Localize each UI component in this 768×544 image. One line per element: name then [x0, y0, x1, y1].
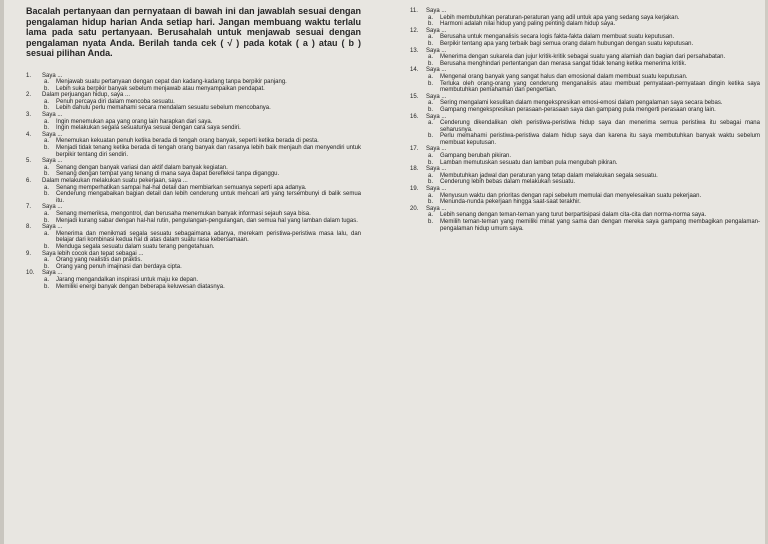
option-letter: a.: [44, 184, 50, 191]
question-stem: [410, 186, 760, 193]
option-text: Ingin menemukan apa yang orang lain harapkan dari saya.: [56, 118, 213, 125]
question-item: [26, 251, 361, 271]
option-letter: a.: [428, 192, 434, 199]
question-number: 18.: [410, 166, 419, 173]
question-number: 14.: [410, 67, 419, 74]
question-stem: [26, 158, 361, 165]
option-letter: b.: [428, 199, 434, 206]
question-text: Saya ...: [426, 205, 447, 212]
option-letter: a.: [44, 118, 50, 125]
option-text: Senang dengan banyak variasi dan aktif dalam banyak kegiatan.: [56, 164, 228, 171]
option-b: [26, 86, 361, 93]
option-text: Terluka oleh orang-orang yang cenderung menganalisis atau membuat pernyataan-pernyataan dingin ketika saya membutuhkan pemahaman dan pengertian.: [440, 80, 760, 94]
option-text: Menjadi tidak tenang ketika berada di tengah orang banyak dan rasanya lebih baik menjauh dan menyendiri untuk berpikir tentang diri sendiri.: [56, 145, 361, 158]
option-text: Senang memeriksa, mengontrol, dan berusaha menemukan banyak informasi sejauh saya bisa.: [56, 210, 311, 217]
option-b: [410, 179, 760, 186]
option-letter: b.: [44, 145, 50, 152]
option-b: [26, 191, 361, 204]
option-letter: b.: [428, 60, 434, 67]
option-letter: b.: [44, 217, 50, 224]
option-text: Cenderung dikendalikan oleh peristiwa-peristiwa hidup saya dan menerima semua peristiwa itu sebagai mana seharusnya.: [440, 120, 760, 133]
option-letter: b.: [428, 179, 434, 186]
option-letter: a.: [428, 34, 434, 41]
question-number: 13.: [410, 47, 419, 54]
question-item: [410, 146, 760, 166]
question-text: Saya ...: [42, 72, 63, 79]
question-stem: [26, 270, 361, 277]
option-letter: b.: [428, 106, 434, 113]
option-b: [26, 171, 361, 178]
question-number: 17.: [410, 146, 419, 153]
option-a: [26, 277, 361, 284]
option-text: Penuh percaya diri dalam mencoba sesuatu.: [56, 98, 175, 105]
question-text: Saya ...: [426, 186, 447, 193]
question-item: [26, 204, 361, 224]
option-a: [410, 34, 760, 41]
option-text: Menyusun waktu dan prioritas dengan rapi sebelum memulai dan menyelesaikan suatu pekerjaan.: [440, 192, 702, 199]
option-letter: b.: [428, 40, 434, 47]
option-letter: a.: [44, 164, 50, 171]
option-a: [26, 211, 361, 218]
option-text: Menemukan kekuatan penuh ketika berada di tengah orang banyak, seperti ketika berada di pesta.: [56, 138, 319, 145]
question-text: Saya ...: [42, 224, 63, 231]
option-text: Gampang berubah pikiran.: [440, 153, 512, 160]
option-text: Gampang mengekspresikan perasaan-perasaan saya dan gampang pula mengerti perasaan orang lain.: [440, 106, 716, 113]
option-text: Menjadi kurang sabar dengan hal-hal rutin, pengulangan-pengulangan, dan semua hal yang lamban dalam tugas.: [56, 217, 358, 224]
question-number: 8.: [26, 224, 32, 231]
question-text: Saya ...: [42, 112, 63, 119]
option-letter: b.: [44, 263, 50, 270]
option-b: [410, 81, 760, 94]
question-text: Saya ...: [42, 131, 63, 138]
option-a: [410, 54, 760, 61]
option-text: Cenderung mengabaikan bagian detail dan lebih cenderung untuk mencari arti yang tersembunyi di balik semua itu.: [56, 191, 361, 204]
question-item: [26, 92, 361, 112]
option-b: [410, 107, 760, 114]
question-number: 7.: [26, 204, 32, 211]
option-text: Memiliki energi banyak dengan beberapa keluwesan diatasnya.: [56, 283, 225, 290]
question-number: 6.: [26, 178, 32, 184]
question-item: [410, 166, 760, 186]
question-item: [410, 114, 760, 147]
option-letter: a.: [428, 212, 434, 219]
option-text: Cenderung lebih bebas dalam melakukan sesuatu.: [440, 179, 576, 186]
option-b: [26, 125, 361, 132]
option-a: [26, 165, 361, 172]
question-number: 1.: [26, 72, 32, 79]
question-list-left: [26, 73, 361, 291]
question-stem: [410, 67, 760, 74]
option-b: [26, 244, 361, 251]
question-text: Saya ...: [426, 27, 447, 34]
option-a: [26, 119, 361, 126]
question-text: Saya ...: [42, 270, 63, 277]
option-letter: a.: [428, 54, 434, 61]
question-number: 19.: [410, 186, 419, 193]
option-b: [410, 219, 760, 232]
option-letter: b.: [428, 80, 434, 87]
option-text: Menerima dan menikmati segala sesuatu sebagaimana adanya, merekam peristiwa-peristiwa masa lalu, dan belajar dari kombinasi kedua hal di atas dalam suatu rasa kebersamaan.: [56, 230, 361, 244]
option-text: Mengenal orang banyak yang sangat halus dan emosional dalam membuat suatu keputusan.: [440, 73, 688, 80]
option-letter: b.: [428, 21, 434, 28]
question-stem: [26, 251, 361, 258]
option-letter: b.: [44, 171, 50, 178]
option-text: Senang dengan tempat yang tenang di mana saya dapat berefleksi tanpa diganggu.: [56, 171, 280, 178]
question-item: [26, 132, 361, 158]
option-text: Ingin melakukan segala sesuatunya sesuai dengan cara saya sendiri.: [56, 125, 241, 132]
option-b: [26, 145, 361, 158]
question-stem: [410, 146, 760, 153]
question-item: [410, 48, 760, 68]
option-text: Lamban memutuskan sesuatu dan lamban pula mengubah pikiran.: [440, 159, 618, 166]
question-stem: [26, 204, 361, 211]
question-item: [26, 270, 361, 290]
question-number: 5.: [26, 158, 32, 165]
option-b: [410, 133, 760, 146]
option-text: Perlu memahami peristiwa-peristiwa dalam hidup saya dan karena itu saya membutuhkan banyak waktu sebelum membuat keputusan.: [440, 133, 760, 146]
option-text: Orang yang realistis dan praktis.: [56, 257, 143, 264]
page-edge-shadow: [0, 0, 4, 544]
option-b: [410, 160, 760, 167]
option-b: [26, 218, 361, 225]
option-text: Berusaha menghindari pertentangan dan merasa sangat tidak tenang ketika menerima kritik.: [440, 60, 687, 67]
option-b: [410, 21, 760, 28]
question-stem: [26, 92, 361, 99]
question-number: 15.: [410, 93, 419, 100]
question-list-right: [410, 8, 760, 232]
question-number: 3.: [26, 112, 32, 119]
option-text: Berusaha untuk menganalisis secara logis fakta-fakta dalam membuat suatu keputusan.: [440, 34, 675, 41]
question-item: [410, 206, 760, 232]
option-text: Menduga segala sesuatu dalam suatu terang pengetahuan.: [56, 243, 215, 250]
question-stem: [410, 94, 760, 101]
instruction-paragraph: Bacalah pertanyaan dan pernyataan di bawah ini dan jawablah sesuai dengan pengalaman hidup harian Anda setiap hari. Jangan membuang waktu terlalu lama pada satu pertanyaan. Berusahalah untuk menjawab sesuai dengan pengalaman nyata Anda. Berilah tanda cek ( √ ) pada kotak ( a ) atau ( b ) sesuai pilihan Anda.: [26, 6, 361, 58]
option-letter: a.: [428, 14, 434, 21]
option-a: [410, 173, 760, 180]
question-text: Saya ...: [426, 47, 447, 54]
question-stem: [26, 112, 361, 119]
question-text: Saya ...: [42, 204, 63, 211]
question-number: 12.: [410, 27, 419, 34]
option-text: Harmoni adalah nilai hidup yang paling penting dalam hidup saya.: [440, 21, 616, 28]
question-text: Saya ...: [426, 146, 447, 153]
option-letter: a.: [428, 100, 434, 107]
question-stem: [410, 114, 760, 121]
option-letter: b.: [428, 133, 434, 140]
option-a: [26, 138, 361, 145]
question-stem: [26, 73, 361, 80]
question-item: [410, 8, 760, 28]
option-letter: b.: [428, 219, 434, 225]
question-text: Saya ...: [426, 8, 447, 14]
question-stem: [410, 28, 760, 35]
option-text: Berpikir tentang apa yang terbaik bagi semua orang dalam hubungan dengan suatu keputusan.: [440, 40, 694, 47]
option-a: [26, 99, 361, 106]
question-stem: [410, 166, 760, 173]
question-stem: [26, 224, 361, 231]
question-text: Saya lebih cocok dan tepat sebagai ...: [42, 250, 144, 257]
option-a: [410, 193, 760, 200]
question-number: 2.: [26, 92, 32, 99]
option-a: [26, 185, 361, 192]
question-item: [410, 186, 760, 206]
option-letter: a.: [44, 138, 50, 145]
option-letter: a.: [428, 172, 434, 179]
question-item: [26, 73, 361, 93]
option-text: Sering mengalami kesulitan dalam mengekspresikan emosi-emosi dalam pengalaman saya secara bebas.: [440, 100, 723, 107]
question-item: [26, 158, 361, 178]
option-letter: a.: [44, 230, 50, 237]
option-letter: b.: [44, 105, 50, 112]
question-stem: [26, 132, 361, 139]
question-text: Saya ...: [426, 93, 447, 100]
option-b: [410, 199, 760, 206]
question-number: 4.: [26, 131, 32, 138]
option-letter: a.: [44, 276, 50, 283]
option-a: [410, 74, 760, 81]
option-a: [26, 79, 361, 86]
option-text: Lebih senang dengan teman-teman yang turut berpartisipasi dalam cita-cita dan norma-norma saya.: [440, 212, 707, 219]
right-column: [410, 0, 760, 232]
option-letter: b.: [44, 85, 50, 92]
left-column: [26, 0, 361, 290]
question-item: [26, 178, 361, 204]
question-item: [410, 94, 760, 114]
option-text: Memilih teman-teman yang memiliki minat yang sama dan dengan mereka saya gampang membagikan pengalaman-pengalaman hidup umum saya.: [440, 219, 760, 232]
option-a: [410, 15, 760, 22]
option-letter: b.: [44, 283, 50, 290]
option-letter: a.: [44, 210, 50, 217]
option-a: [410, 120, 760, 133]
option-a: [26, 257, 361, 264]
option-text: Jarang mengandalkan inspirasi untuk maju ke depan.: [56, 276, 199, 283]
option-letter: b.: [44, 191, 50, 198]
option-text: Orang yang penuh imajinasi dan berdaya cipta.: [56, 263, 182, 270]
question-stem: [26, 178, 361, 185]
option-letter: a.: [428, 73, 434, 80]
question-number: 16.: [410, 113, 419, 120]
option-b: [410, 61, 760, 68]
option-text: Menjawab suatu pertanyaan dengan cepat dan kadang-kadang tanpa berpikir panjang.: [56, 79, 287, 86]
option-b: [26, 284, 361, 291]
option-b: [26, 264, 361, 271]
option-text: Menerima dengan sukarela dan jujur kritik-kritik sebagai suatu yang alamiah dan bagian dari persahabatan.: [440, 54, 726, 61]
question-number: 10.: [26, 270, 35, 277]
question-text: Dalam perjuangan hidup, saya ...: [42, 92, 131, 99]
option-letter: a.: [428, 153, 434, 160]
question-stem: [410, 206, 760, 213]
question-stem: [410, 8, 760, 15]
option-letter: a.: [44, 98, 50, 105]
option-a: [410, 153, 760, 160]
option-letter: b.: [428, 159, 434, 166]
question-text: Dalam melakukan melakukan suatu pekerjaan, saya ...: [42, 178, 188, 184]
option-letter: b.: [44, 243, 50, 250]
option-letter: b.: [44, 125, 50, 132]
question-text: Saya ...: [426, 67, 447, 74]
option-text: Membutuhkan jadwal dan peraturan yang tetap dalam melakukan segala sesuatu.: [440, 172, 658, 179]
question-text: Saya ...: [42, 158, 63, 165]
option-b: [26, 105, 361, 112]
question-number: 9.: [26, 250, 32, 257]
option-a: [410, 212, 760, 219]
option-b: [410, 41, 760, 48]
option-text: Lebih membutuhkan peraturan-peraturan yang adil untuk apa yang sedang saya kerjakan.: [440, 14, 680, 21]
option-letter: a.: [428, 120, 434, 127]
option-a: [26, 231, 361, 244]
question-number: 11.: [410, 8, 418, 14]
question-number: 20.: [410, 205, 419, 212]
option-text: Senang memperhatikan sampai hal-hal detail dan membiarkan semuanya seperti apa adanya.: [56, 184, 307, 191]
option-a: [410, 100, 760, 107]
option-letter: a.: [44, 257, 50, 264]
question-text: Saya ...: [426, 113, 447, 120]
question-item: [26, 112, 361, 132]
question-text: Saya ...: [426, 166, 447, 173]
option-text: Lebih dahulu perlu memahami secara mendalam sesuatu sebelum mencobanya.: [56, 105, 271, 112]
option-letter: a.: [44, 79, 50, 86]
question-item: [410, 67, 760, 93]
option-text: Menunda-nunda pekerjaan hingga saat-saat terakhir.: [440, 199, 581, 206]
question-item: [26, 224, 361, 250]
option-text: Lebih suka berpikir banyak sebelum menjawab atau menyampaikan pendapat.: [56, 85, 265, 92]
question-item: [410, 28, 760, 48]
question-stem: [410, 48, 760, 55]
